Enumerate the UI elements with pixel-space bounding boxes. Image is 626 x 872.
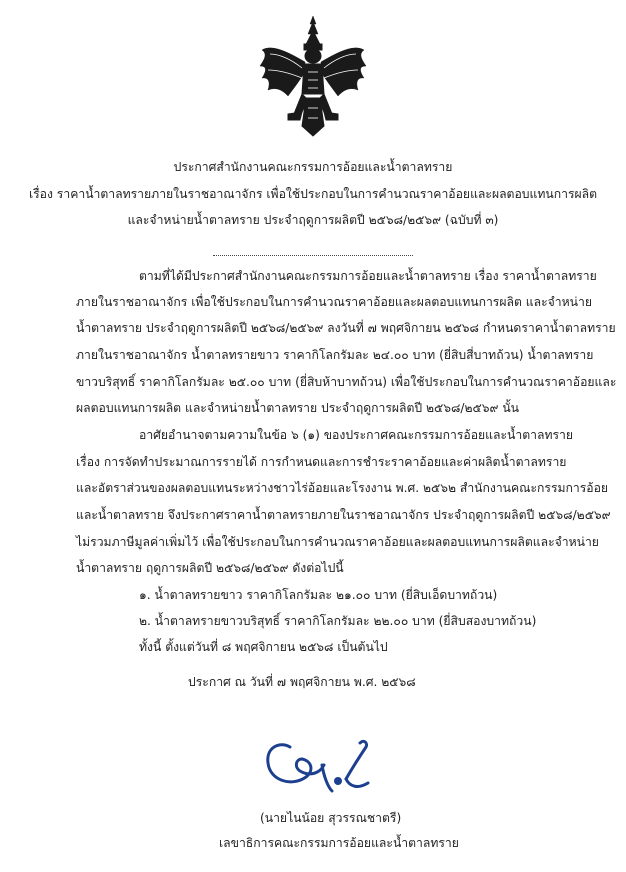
signature bbox=[262, 725, 412, 805]
garuda-emblem-icon bbox=[258, 14, 368, 139]
paragraph1-line: ตามที่ได้มีประกาศสำนักงานคณะกรรมการอ้อยและน้ำตาลทราย เรื่อง ราคาน้ำตาลทราย bbox=[139, 269, 597, 283]
paragraph2-line: ไม่รวมภาษีมูลค่าเพิ่มไว้ เพื่อใช้ประกอบในการคำนวณราคาอ้อยและผลตอบแทนการผลิตและจำหน่าย bbox=[76, 535, 599, 549]
paragraph1-line: ผลตอบแทนการผลิต และจำหน่ายน้ำตาลทราย ประจำฤดูการผลิตปี ๒๕๖๘/๒๕๖๙ นั้น bbox=[76, 401, 519, 415]
paragraph1-line: ภายในราชอาณาจักร เพื่อใช้ประกอบในการคำนวณราคาอ้อยและผลตอบแทนการผลิต และจำหน่าย bbox=[76, 295, 592, 309]
price-item: ๒. น้ำตาลทรายขาวบริสุทธิ์ ราคากิโลกรัมละ ๒๒.๐๐ บาท (ยี่สิบสองบาทถ้วน) bbox=[139, 614, 537, 628]
signer-title: เลขาธิการคณะกรรมการอ้อยและน้ำตาลทราย bbox=[219, 836, 459, 850]
subject-line-1: เรื่อง ราคาน้ำตาลทรายภายในราชอาณาจักร เพื่อใช้ประกอบในการคำนวณราคาอ้อยและผลตอบแทนการผลิต bbox=[28, 187, 598, 201]
price-item: ๑. น้ำตาลทรายขาว ราคากิโลกรัมละ ๒๑.๐๐ บาท (ยี่สิบเอ็ดบาทถ้วน) bbox=[139, 588, 498, 602]
paragraph1-line: น้ำตาลทราย ประจำฤดูการผลิตปี ๒๕๖๘/๒๕๖๙ ลงวันที่ ๗ พฤศจิกายน ๒๕๖๘ กำหนดราคาน้ำตาลทราย bbox=[76, 321, 616, 335]
paragraph1-line: ขาวบริสุทธิ์ ราคากิโลกรัมละ ๒๕.๐๐ บาท (ยี่สิบห้าบาทถ้วน) เพื่อใช้ประกอบในการคำนวณราคาอ้อยและ bbox=[76, 375, 617, 389]
paragraph2-line: เรื่อง การจัดทำประมาณการรายได้ การกำหนดและการชำระราคาอ้อยและค่าผลิตน้ำตาลทราย bbox=[76, 455, 567, 469]
paragraph1-line: ภายในราชอาณาจักร น้ำตาลทรายขาว ราคากิโลกรัมละ ๒๔.๐๐ บาท (ยี่สิบสี่บาทถ้วน) น้ำตาลทราย bbox=[76, 348, 594, 362]
agency-heading: ประกาศสำนักงานคณะกรรมการอ้อยและน้ำตาลทราย bbox=[173, 160, 453, 174]
paragraph2-line: และน้ำตาลทราย จึงประกาศราคาน้ำตาลทรายภายในราชอาณาจักร ประจำฤดูการผลิตปี ๒๕๖๘/๒๕๖๙ bbox=[76, 508, 611, 522]
subject-line-2: และจำหน่ายน้ำตาลทราย ประจำฤดูการผลิตปี ๒๕๖๘/๒๕๖๙ (ฉบับที่ ๓) bbox=[127, 213, 499, 227]
effective-date: ทั้งนี้ ตั้งแต่วันที่ ๘ พฤศจิกายน ๒๕๖๘ เป็นต้นไป bbox=[139, 640, 388, 654]
separator-dots bbox=[213, 255, 413, 256]
announced-date: ประกาศ ณ วันที่ ๗ พฤศจิกายน พ.ศ. ๒๕๖๘ bbox=[188, 675, 416, 689]
paragraph2-line: อาศัยอำนาจตามความในข้อ ๖ (๑) ของประกาศคณะกรรมการอ้อยและน้ำตาลทราย bbox=[139, 428, 574, 442]
paragraph2-line: และอัตราส่วนของผลตอบแทนระหว่างชาวไร่อ้อยและโรงงาน พ.ศ. ๒๕๖๒ สำนักงานคณะกรรมการอ้อย bbox=[76, 481, 609, 495]
signer-name: (นายไนน้อย สุวรรณชาตรี) bbox=[260, 811, 402, 825]
paragraph2-line: น้ำตาลทราย ฤดูการผลิตปี ๒๕๖๘/๒๕๖๙ ดังต่อไปนี้ bbox=[76, 561, 344, 575]
